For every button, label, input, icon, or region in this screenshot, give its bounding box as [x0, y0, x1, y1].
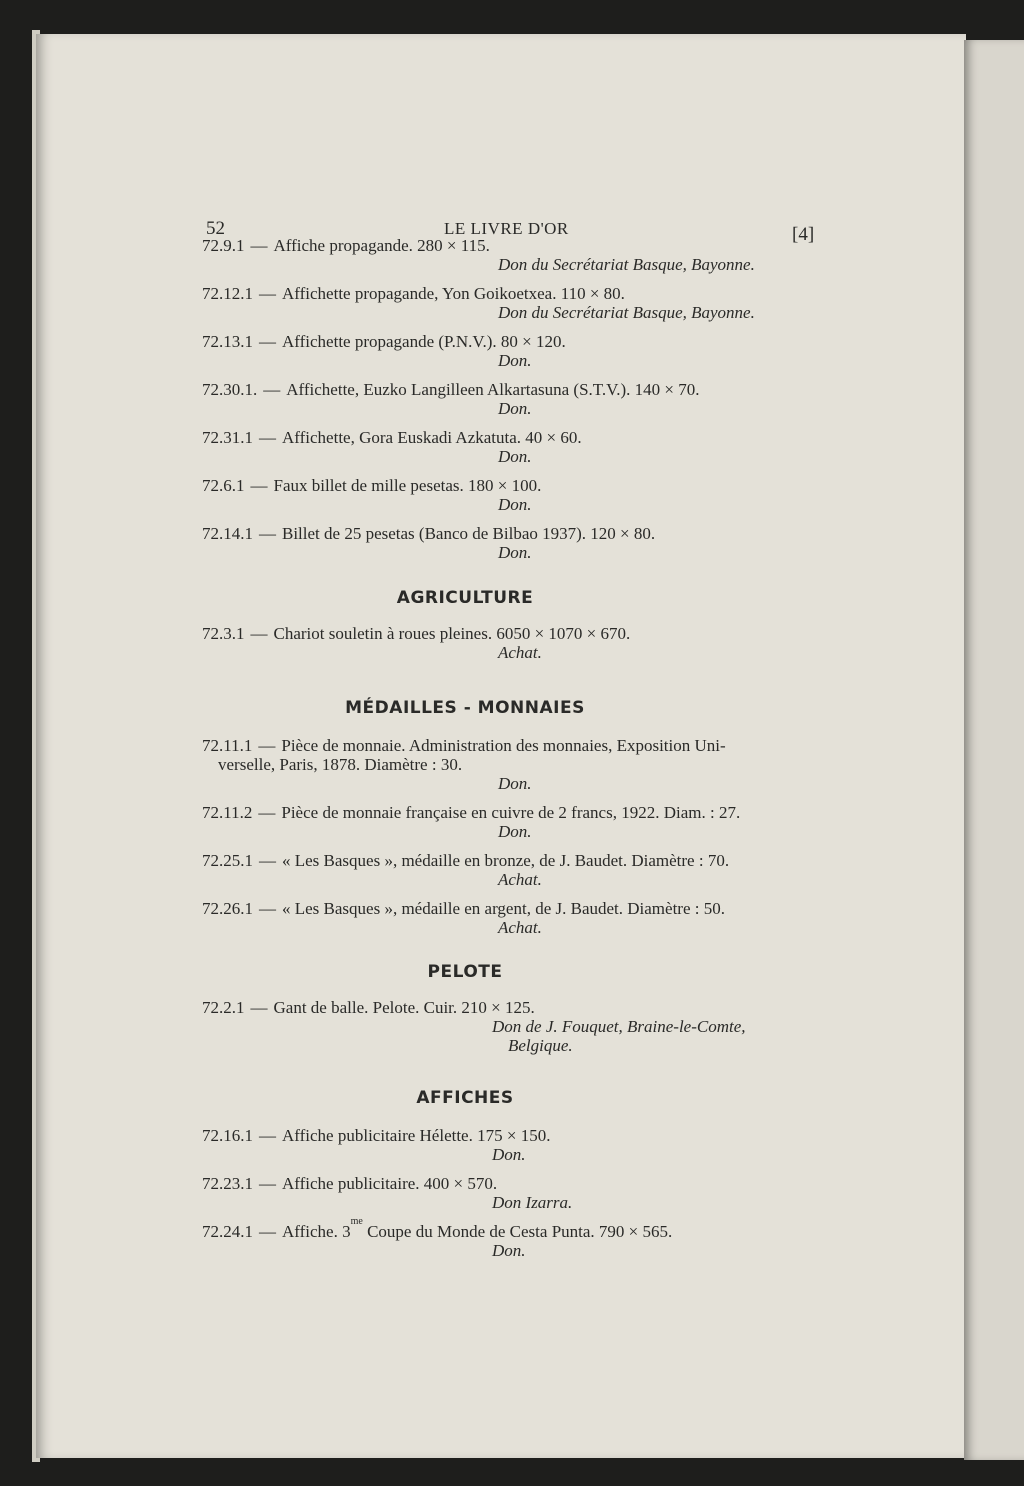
entry-number: 72.30.1.: [202, 380, 258, 399]
entry-text: Pièce de monnaie. Administration des monnaies, Exposition Uni-: [281, 736, 726, 755]
entry-source: Don.: [498, 543, 532, 562]
list-item: [202, 380, 822, 418]
entry-source: Don.: [498, 495, 532, 514]
ordinal-superscript: me: [350, 1216, 363, 1227]
entry-number: 72.31.1: [202, 428, 253, 447]
entry-number: 72.12.1: [202, 284, 253, 303]
entry-text: Pièce de monnaie française en cuivre de 2 francs, 1922. Diam. : 27.: [281, 803, 741, 822]
entry-text: Affichette propagande (P.N.V.). 80 × 120.: [282, 332, 566, 351]
dash: —: [258, 736, 276, 755]
dash: —: [259, 524, 276, 543]
entry-number: 72.25.1: [202, 851, 253, 870]
entry-continuation: verselle, Paris, 1878. Diamètre : 30.: [218, 755, 463, 774]
entry-source: Don de J. Fouquet, Braine-le-Comte,: [492, 1017, 746, 1036]
entry-number: 72.26.1: [202, 899, 253, 918]
entry-number: 72.11.1: [202, 736, 253, 755]
entry-number: 72.13.1: [202, 332, 253, 351]
entry-source-line2: Belgique.: [508, 1036, 573, 1055]
entry-number: 72.14.1: [202, 524, 253, 543]
entry-text: Affichette, Gora Euskadi Azkatuta. 40 × 60.: [282, 428, 582, 447]
entry-number: 72.11.2: [202, 803, 253, 822]
dash: —: [263, 380, 281, 399]
dash: —: [259, 1174, 276, 1193]
entry-source: Don.: [498, 822, 532, 841]
entry-source: Don du Secrétariat Basque, Bayonne.: [498, 255, 755, 274]
section-heading-medailles: MÉDAILLES - MONNAIES: [345, 698, 585, 718]
entry-text: Chariot souletin à roues pleines. 6050 × 1070 × 670.: [273, 624, 631, 643]
entry-number: 72.9.1: [202, 236, 245, 255]
entry-source: Don du Secrétariat Basque, Bayonne.: [498, 303, 755, 322]
list-item: [202, 284, 822, 322]
entry-source: Don.: [498, 399, 532, 418]
page-number: 52: [206, 218, 225, 239]
dash: —: [259, 1222, 276, 1241]
dash: —: [259, 1126, 276, 1145]
entry-number: 72.16.1: [202, 1126, 253, 1145]
dash: —: [250, 476, 268, 495]
entry-number: 72.24.1: [202, 1222, 253, 1241]
list-item: [202, 998, 822, 1055]
entry-source: Don.: [492, 1241, 526, 1260]
list-item: [202, 1174, 822, 1212]
entries-agriculture: [202, 624, 822, 662]
entry-text: Billet de 25 pesetas (Banco de Bilbao 1937). 120 × 80.: [282, 524, 656, 543]
dash: —: [259, 899, 276, 918]
list-item: [202, 736, 822, 793]
entries-pelote: [202, 998, 822, 1055]
dash: —: [259, 332, 276, 351]
entries-top: [202, 236, 822, 562]
entry-source: Don.: [498, 447, 532, 466]
running-title: LE LIVRE D'OR: [444, 219, 569, 238]
section-reference: [4]: [792, 224, 815, 245]
list-item: [202, 899, 822, 937]
section-heading-agriculture: AGRICULTURE: [396, 588, 534, 608]
section-heading-pelote: PELOTE: [427, 962, 503, 982]
dash: —: [259, 284, 276, 303]
entry-source: Don Izarra.: [492, 1193, 573, 1212]
facing-page-edge: [964, 40, 1024, 1460]
entry-number: 72.3.1: [202, 624, 245, 643]
entry-source: Don.: [498, 351, 532, 370]
entry-text: Gant de balle. Pelote. Cuir. 210 × 125.: [273, 998, 535, 1017]
list-item: [202, 236, 822, 274]
list-item: [202, 332, 822, 370]
dash: —: [250, 236, 268, 255]
entry-text: « Les Basques », médaille en argent, de J. Baudet. Diamètre : 50.: [282, 899, 725, 918]
entry-text: Affiche propagande. 280 × 115.: [273, 236, 490, 255]
entry-text: Faux billet de mille pesetas. 180 × 100.: [273, 476, 542, 495]
dash: —: [250, 998, 268, 1017]
entry-text: Affichette, Euzko Langilleen Alkartasuna (S.T.V.). 140 × 70.: [286, 380, 700, 399]
entry-source: Achat.: [498, 918, 542, 937]
entry-text: Affiche publicitaire. 400 × 570.: [282, 1174, 498, 1193]
book-page: [36, 34, 966, 1458]
dash: —: [259, 428, 276, 447]
entries-medailles: [202, 736, 822, 937]
list-item: [202, 524, 822, 562]
entry-number: 72.2.1: [202, 998, 245, 1017]
entry-source: Achat.: [498, 870, 542, 889]
list-item: [202, 624, 822, 662]
entry-text: Affiche publicitaire Hélette. 175 × 150.: [282, 1126, 551, 1145]
entry-number: 72.6.1: [202, 476, 245, 495]
entry-text-part1: Affiche. 3: [282, 1222, 351, 1241]
list-item: [202, 803, 822, 841]
section-heading-affiches: AFFICHES: [416, 1088, 514, 1108]
entry-source: Achat.: [498, 643, 542, 662]
dash: —: [258, 803, 276, 822]
entry-source: Don.: [492, 1145, 526, 1164]
entry-number: 72.23.1: [202, 1174, 253, 1193]
list-item: [202, 1216, 822, 1260]
dash: —: [259, 851, 276, 870]
list-item: [202, 851, 822, 889]
entry-source: Don.: [498, 774, 532, 793]
entry-text-part2: Coupe du Monde de Cesta Punta. 790 × 565.: [362, 1222, 673, 1241]
list-item: [202, 1126, 822, 1164]
list-item: [202, 428, 822, 466]
entry-text: « Les Basques », médaille en bronze, de J. Baudet. Diamètre : 70.: [282, 851, 730, 870]
entry-text: Affichette propagande, Yon Goikoetxea. 110 × 80.: [282, 284, 625, 303]
entries-affiches: [202, 1126, 822, 1260]
dash: —: [250, 624, 268, 643]
list-item: [202, 476, 822, 514]
